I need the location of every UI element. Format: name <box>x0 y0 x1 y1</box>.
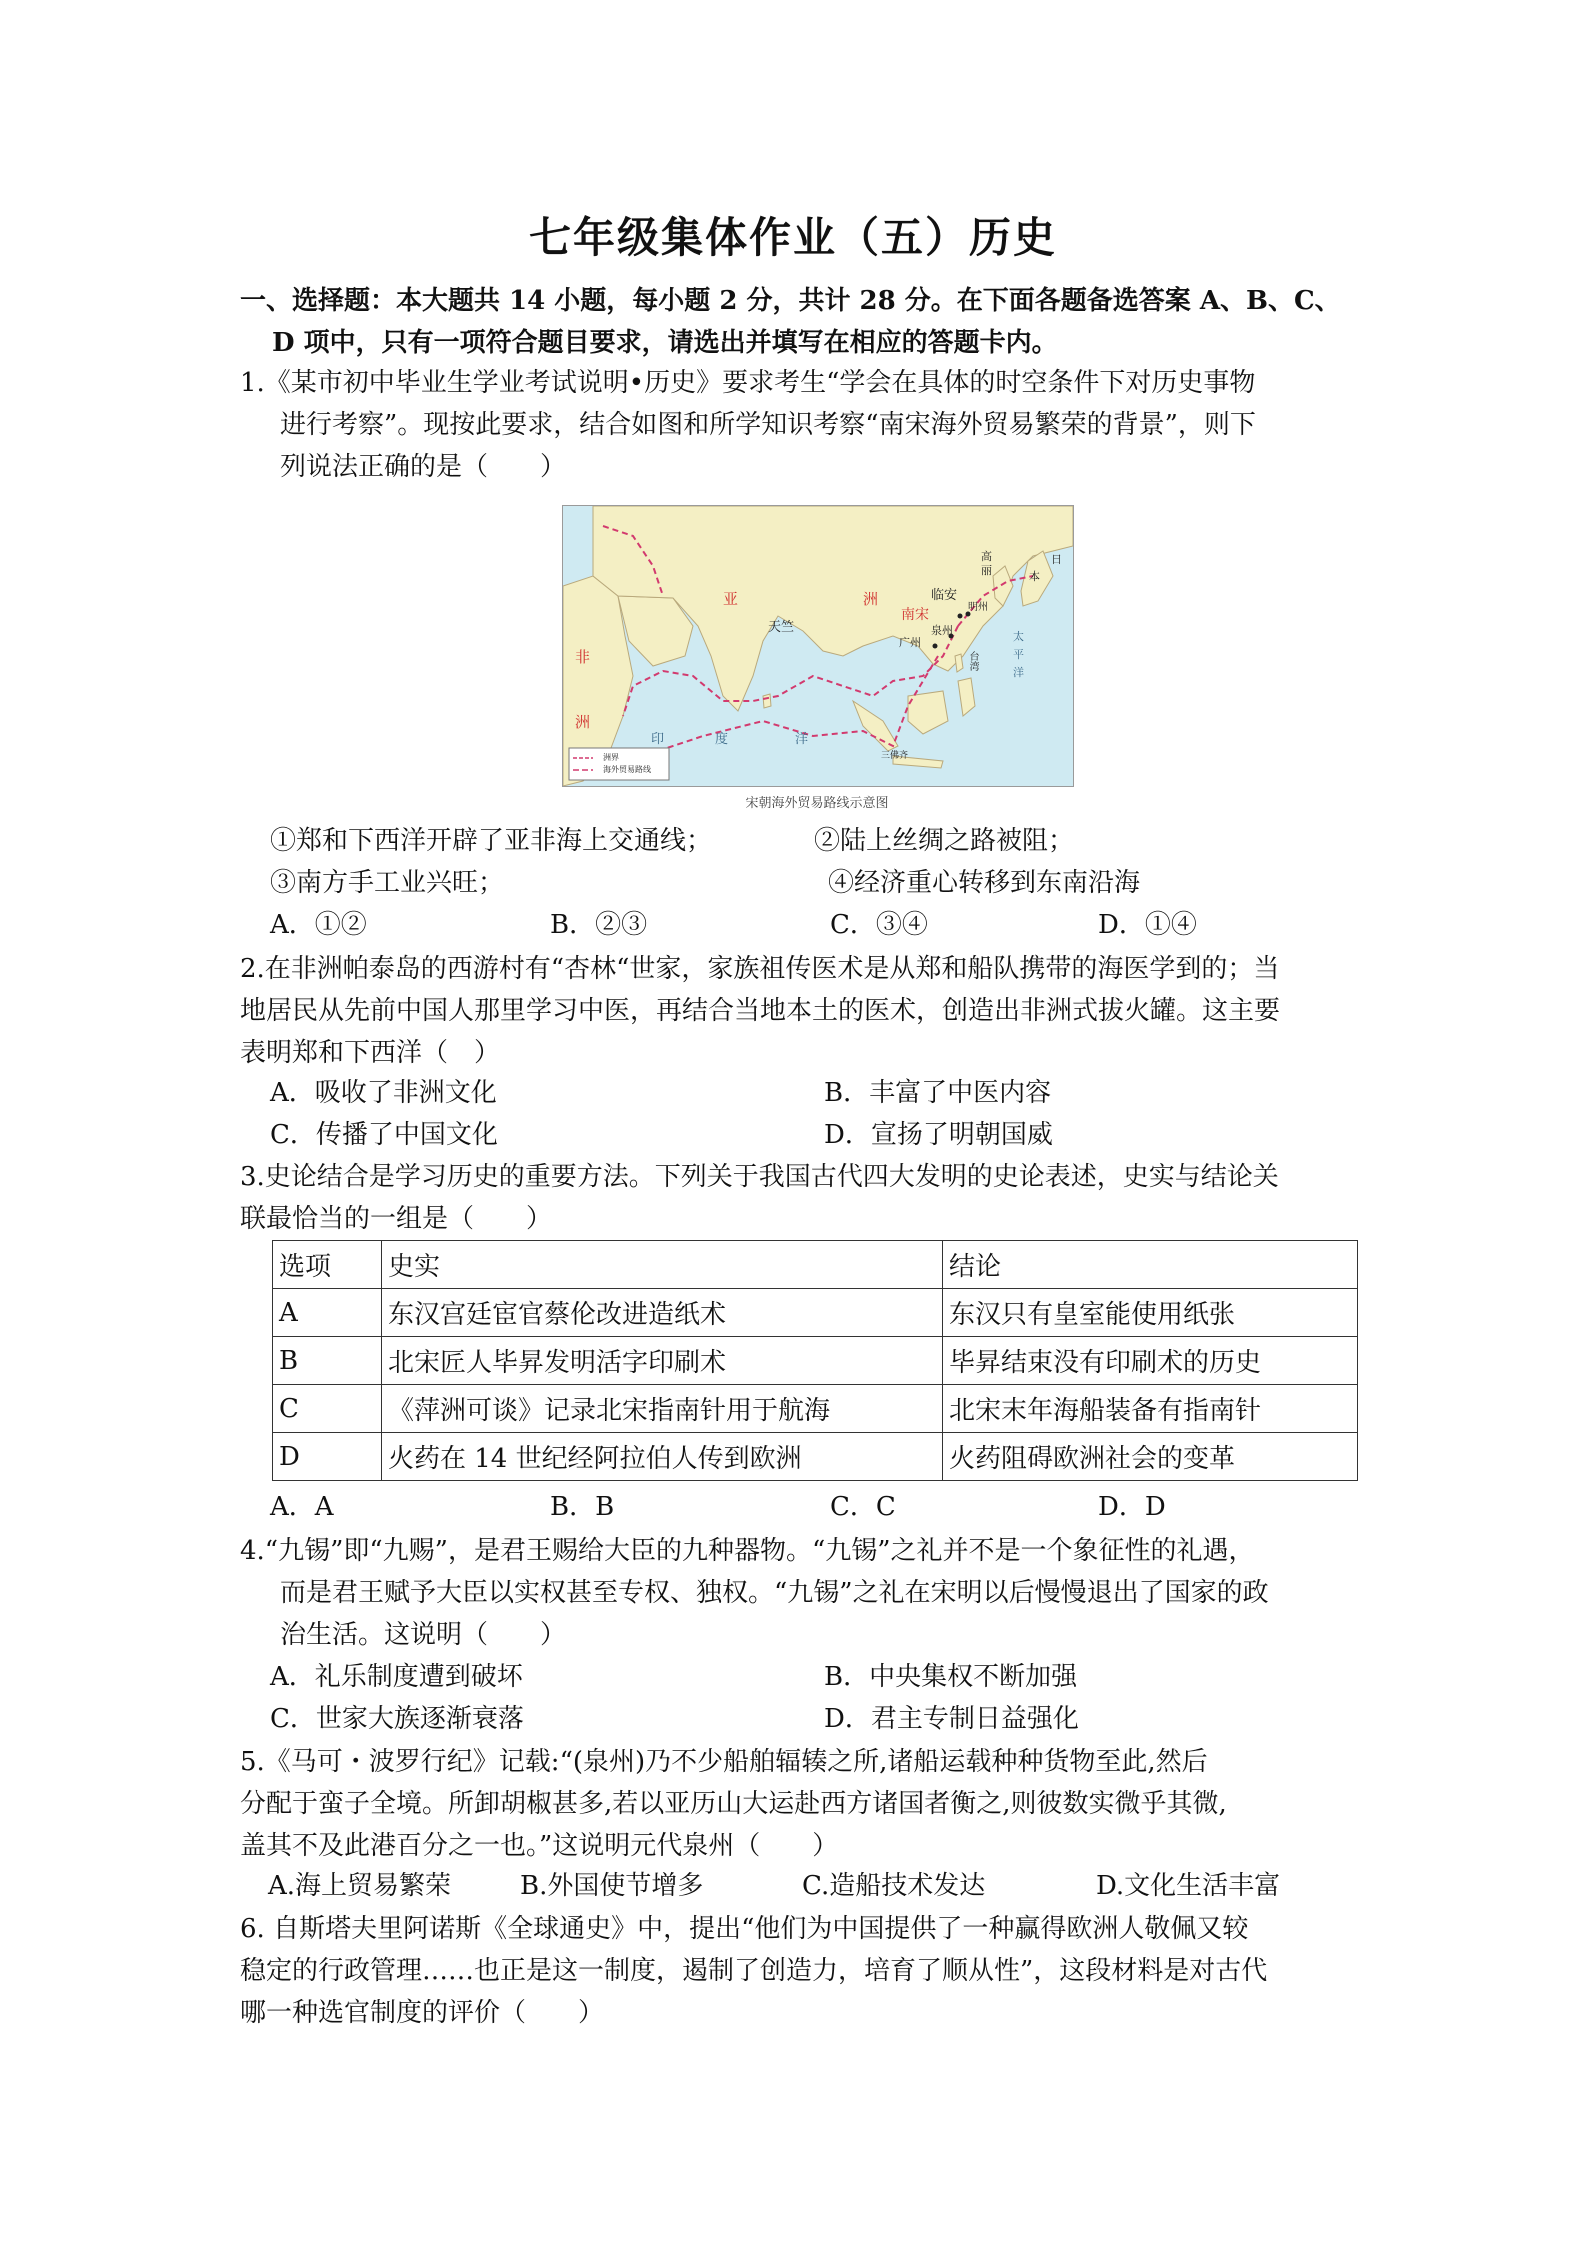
question-3 <box>240 1156 1352 1240</box>
question-text: 1.《某市初中毕业生学业考试说明•历史》要求考生“学会在具体的时空条件下对历史事物 <box>240 368 1256 398</box>
section-line: 一、选择题：本大题共 14 小题，每小题 2 分，共计 28 分。在下面各题备选答案 A、B、C、 <box>240 286 1341 316</box>
trade-route-map <box>562 505 1074 787</box>
map-label-quanzhou: 泉州 <box>931 624 953 637</box>
question-text: 盖其不及此港百分之一也。”这说明元代泉州（ ） <box>240 1831 839 1861</box>
question-text: 列说法正确的是（ ） <box>280 452 567 482</box>
table-cell: 《萍洲可谈》记录北宋指南针用于航海 <box>382 1385 943 1433</box>
table-header: 选项 <box>273 1241 382 1289</box>
map-label-korea: 丽 <box>981 564 992 577</box>
option-a: A．礼乐制度遭到破坏 <box>270 1662 523 1692</box>
table-cell: A <box>273 1289 382 1337</box>
page-title: 七年级集体作业（五）历史 <box>528 213 1057 262</box>
table-cell: 东汉宫廷宦官蔡伦改进造纸术 <box>382 1289 943 1337</box>
map-label-mingzhou: 明州 <box>968 602 988 613</box>
map-label-africa: 非 <box>575 648 591 666</box>
question-text: 分配于蛮子全境。所卸胡椒甚多,若以亚历山大运赴西方诸国者衡之,则彼数实微乎其微, <box>240 1789 1227 1819</box>
table-cell: 火药阻碍欧洲社会的变革 <box>943 1433 1358 1481</box>
table-header: 结论 <box>943 1241 1358 1289</box>
section-line: D 项中，只有一项符合题目要求，请选出并填写在相应的答题卡内。 <box>272 328 1058 358</box>
option-a: A.海上贸易繁荣 <box>268 1871 452 1901</box>
map-label-taiwan: 台湾 <box>967 651 978 671</box>
option-d: D．D <box>1098 1492 1166 1522</box>
map-label-japan: 本 <box>1029 570 1040 583</box>
question-text: 联最恰当的一组是（ ） <box>240 1204 553 1234</box>
map-label-korea: 高 <box>981 550 992 563</box>
option-a: A．吸收了非洲文化 <box>270 1078 497 1108</box>
map-label-linan: 临安 <box>931 588 958 603</box>
table-row <box>273 1337 1358 1385</box>
option-c: C．世家大族逐渐衰落 <box>270 1704 524 1734</box>
table-header: 史实 <box>382 1241 943 1289</box>
map-label-pacific: 太 <box>1013 630 1024 643</box>
option-c: C．C <box>830 1492 896 1522</box>
statement: ①郑和下西洋开辟了亚非海上交通线； <box>270 826 713 856</box>
map-label-guangzhou: 广州 <box>899 636 921 649</box>
statement: ②陆上丝绸之路被阻； <box>814 826 1075 856</box>
question-text: 3.史论结合是学习历史的重要方法。下列关于我国古代四大发明的史论表述，史实与结论关 <box>240 1162 1279 1192</box>
question-2 <box>240 948 1352 1074</box>
question-text: 2.在非洲帕泰岛的西游村有“杏林“世家，家族祖传医术是从郑和船队携带的海医学到的；当 <box>240 954 1280 984</box>
option-b: B．中央集权不断加强 <box>824 1662 1078 1692</box>
map-label-pacific: 洋 <box>1013 666 1024 679</box>
option-b: B．丰富了中医内容 <box>824 1078 1052 1108</box>
table-cell: 火药在 14 世纪经阿拉伯人传到欧洲 <box>382 1433 943 1481</box>
question-text: 4.“九锡”即“九赐”，是君王赐给大臣的九种器物。“九锡”之礼并不是一个象征性的礼遇， <box>240 1536 1255 1566</box>
map-label-africa: 洲 <box>575 713 591 731</box>
legend-route-label: 海外贸易路线 <box>603 765 651 774</box>
option-a: A．A <box>270 1492 334 1522</box>
map-label-asia: 亚 <box>723 590 739 608</box>
option-b: B.外国使节增多 <box>520 1871 704 1901</box>
table-header-row <box>273 1241 1358 1289</box>
option-c: C．传播了中国文化 <box>270 1120 498 1150</box>
question-4 <box>240 1530 1352 1656</box>
table-row <box>273 1289 1358 1337</box>
map-caption: 宋朝海外贸易路线示意图 <box>745 796 889 811</box>
option-a: A．①② <box>270 910 367 940</box>
question-1 <box>240 362 1352 488</box>
option-d: D.文化生活丰富 <box>1096 1871 1281 1901</box>
question-text: 治生活。这说明（ ） <box>280 1620 567 1650</box>
section-instructions <box>240 280 1350 364</box>
table-cell: B <box>273 1337 382 1385</box>
question-6 <box>240 1908 1352 2034</box>
table-cell: 北宋匠人毕昇发明活字印刷术 <box>382 1337 943 1385</box>
table-cell: 毕昇结束没有印刷术的历史 <box>943 1337 1358 1385</box>
option-b: B．②③ <box>550 910 648 940</box>
table-cell: C <box>273 1385 382 1433</box>
table-cell: D <box>273 1433 382 1481</box>
map-label-indian-ocean: 度 <box>715 732 729 747</box>
map-label-asia: 洲 <box>863 590 879 608</box>
question-text: 地居民从先前中国人那里学习中医，再结合当地本土的医术，创造出非洲式拔火罐。这主要 <box>240 996 1281 1026</box>
map-label-indian-ocean: 印 <box>651 732 665 747</box>
table-row <box>273 1433 1358 1481</box>
question-text: 哪一种选官制度的评价（ ） <box>240 1998 605 2028</box>
table-row <box>273 1385 1358 1433</box>
facts-table <box>272 1240 1358 1481</box>
option-d: D．①④ <box>1098 910 1197 940</box>
map-label-japan: 日 <box>1051 553 1062 566</box>
table-cell: 东汉只有皇室能使用纸张 <box>943 1289 1358 1337</box>
statement: ③南方手工业兴旺； <box>270 868 505 898</box>
map-graphic <box>563 506 1073 786</box>
option-c: C．③④ <box>830 910 928 940</box>
question-text: 5.《马可・波罗行纪》记载:“(泉州)乃不少船舶辐辏之所,诸船运载种种货物至此,然后 <box>240 1747 1208 1777</box>
option-d: D．君主专制日益强化 <box>824 1704 1079 1734</box>
option-c: C.造船技术发达 <box>802 1871 986 1901</box>
option-d: D．宣扬了明朝国威 <box>824 1120 1053 1150</box>
statement: ④经济重心转移到东南沿海 <box>828 868 1141 898</box>
question-text: 6. 自斯塔夫里阿诺斯《全球通史》中，提出“他们为中国提供了一种赢得欧洲人敬佩又较 <box>240 1914 1249 1944</box>
map-label-nansong: 南宋 <box>901 607 929 623</box>
question-text: 表明郑和下西洋（ ） <box>240 1038 501 1068</box>
map-label-tianzhu: 天竺 <box>768 620 795 635</box>
legend-border-label: 洲界 <box>603 753 619 762</box>
map-label-sanfoqi: 三佛齐 <box>881 751 909 761</box>
map-label-indian-ocean: 洋 <box>795 732 809 747</box>
question-text: 而是君王赋予大臣以实权甚至专权、独权。“九锡”之礼在宋明以后慢慢退出了国家的政 <box>280 1578 1269 1608</box>
option-b: B．B <box>550 1492 615 1522</box>
map-label-pacific: 平 <box>1013 648 1024 661</box>
question-text: 进行考察”。现按此要求，结合如图和所学知识考察“南宋海外贸易繁荣的背景”，则下 <box>280 410 1256 440</box>
table-cell: 北宋末年海船装备有指南针 <box>943 1385 1358 1433</box>
question-5 <box>240 1741 1352 1867</box>
question-text: 稳定的行政管理……也正是这一制度，遏制了创造力，培育了顺从性”，这段材料是对古代 <box>240 1956 1268 1986</box>
